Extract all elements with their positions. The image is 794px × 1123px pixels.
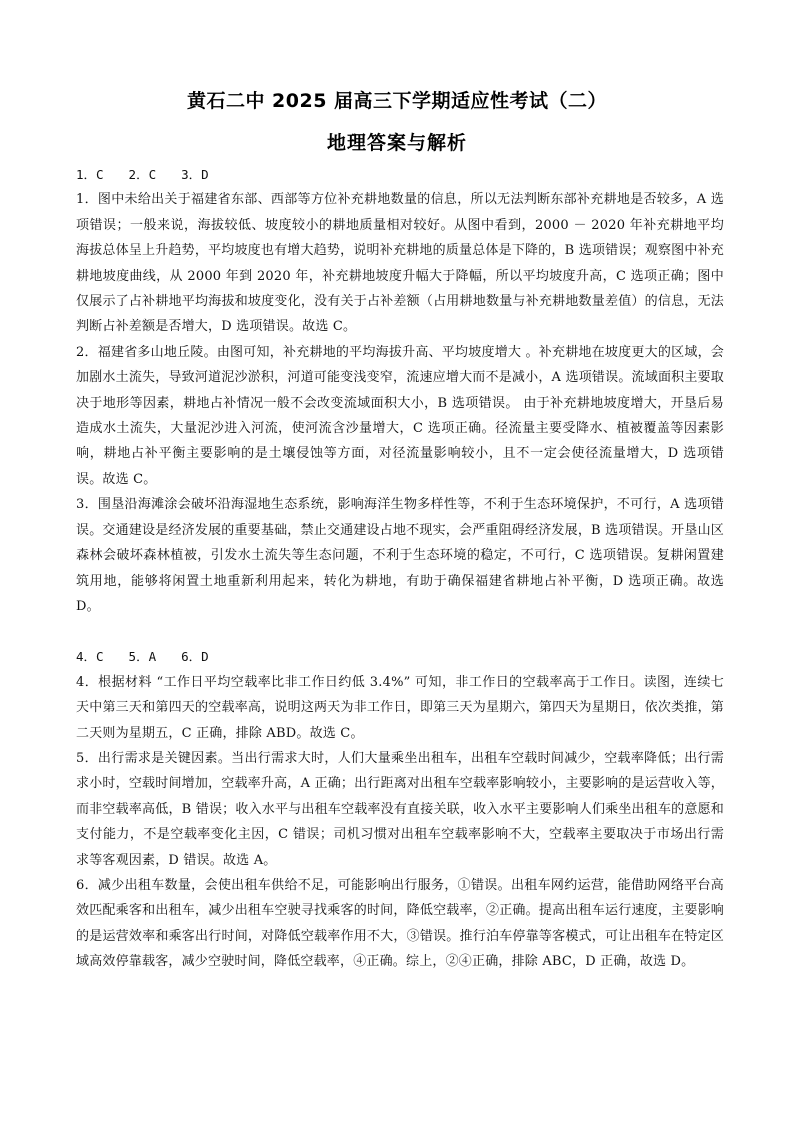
answer-key-line: 1．C 2．C 3．D (76, 167, 209, 182)
answer-content (76, 162, 724, 975)
document-title: 黄石二中 2025 届高三下学期适应性考试（二） (186, 90, 608, 112)
explanation-paragraph: 3．围垦沿海滩涂会破坏沿海湿地生态系统，影响海洋生物多样性等，不利于生态环境保护，不可行，A 选项错误。交通建设是经济发展的重要基础，禁止交通建设占地不现实，会严重阻碍经济发展，B 选项错误。开垦山区森林会破坏森林植被，引发水土流失等生态问题，不利于生态环境的稳定，不可行，C 选项错误。复耕闲置建筑用地，能够将闲置土地重新利用起来，转化为耕地，有助于确保福建省耕地占补平衡，D 选项正确。故选 D。 (76, 497, 724, 614)
explanation-paragraph: 4．根据材料 “工作日平均空载率比非工作日约低 3.4%” 可知，非工作日的空载率高于工作日。读图，连续七天中第三天和第四天的空载率高，说明这两天为非工作日，即第三天为星期六，第四天为星期日，依次类推，第二天则为星期五，C 正确，排除 ABD。故选 C。 (76, 674, 724, 741)
answer-key-line: 4．C 5．A 6．D (76, 649, 209, 665)
document-subtitle: 地理答案与解析 (326, 132, 467, 154)
section-2 (76, 644, 724, 974)
explanation-paragraph: 1．图中未给出关于福建省东部、西部等方位补充耕地数量的信息，所以无法判断东部补充耕地是否较多，A 选项错误；一般来说，海拔较低、坡度较小的耕地质量相对较好。从图中看到，2000 － 2020 年补充耕地平均海拔总体呈上升趋势，平均坡度也有增大趋势，说明补充耕地的质量总体是下降的，B 选项错误；观察图中补充耕地坡度曲线，从 2000 年到 2020 年，补充耕地坡度升幅大于降幅，所以平均坡度升高，C 选项正确；图中仅展示了占补耕地平均海拔和坡度变化，没有关于占补差额（占用耕地数量与补充耕地数量差值）的信息，无法判断占补差额是否增大，D 选项错误。故选 C。 (76, 192, 724, 335)
explanation-paragraph: 5．出行需求是关键因素。当出行需求大时，人们大量乘坐出租车，出租车空载时间减少，空载率降低；出行需求小时，空载时间增加，空载率升高，A 正确；出行距离对出租车空载率影响较小，主要影响的是运营收入等，而非空载率高低，B 错误；收入水平与出租车空载率没有直接关联，收入水平主要影响人们乘坐出租车的意愿和支付能力，不是空载率变化主因，C 错误；司机习惯对出租车空载率影响不大，空载率主要取决于市场出行需求等客观因素，D 错误。故选 A。 (76, 750, 724, 868)
explanation-paragraph: 6．减少出租车数量，会使出租车供给不足，可能影响出行服务，①错误。出租车网约运营，能借助网络平台高效匹配乘客和出租车，减少出租车空驶寻找乘客的时间，降低空载率，②正确。提高出租车运行速度，主要影响的是运营效率和乘客出行时间，对降低空载率作用不大，③错误。推行泊车停靠等客模式，可让出租车在特定区域高效停靠载客，减少空驶时间，降低空载率，④正确。综上，②④正确，排除 ABC，D 正确，故选 D。 (76, 877, 724, 970)
section-1 (76, 162, 724, 619)
explanation-paragraph: 2．福建省多山地丘陵。由图可知，补充耕地的平均海拔升高、平均坡度增大 。补充耕地在坡度更大的区域，会加剧水土流失，导致河道泥沙淤积，河道可能变浅变窄，流速应增大而不是减小，A 选项错误。流域面积主要取决于地形等因素，耕地占补情况一般不会改变流域面积大小，B 选项错误。 由于补充耕地坡度增大，开垦后易造成水土流失，大量泥沙进入河流，使河流含沙量增大，C 选项正确。径流量主要受降水、植被覆盖等因素影响，耕地占补平衡主要影响的是土壤侵蚀等方面，对径流量影响较小，且不一定会使径流量增大，D 选项错误。故选 C。 (76, 344, 724, 487)
section-gap (76, 619, 724, 644)
